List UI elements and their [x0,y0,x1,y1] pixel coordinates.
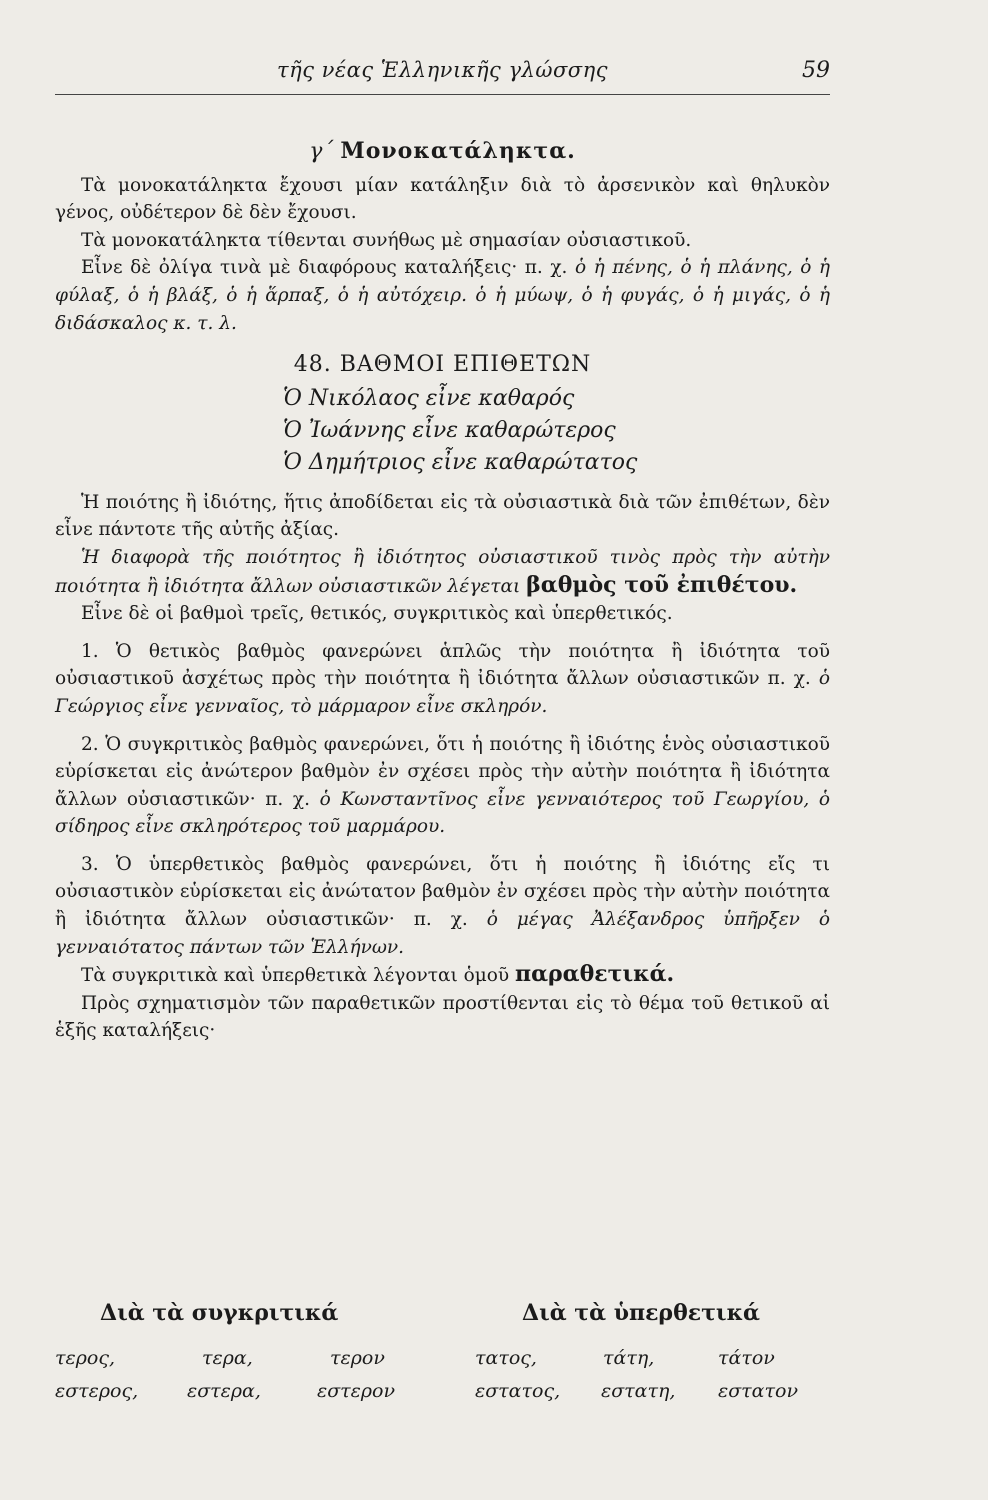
paragraph-monokatalikta-examples [55,254,830,337]
paragraph-quality: Ἡ ποιότης ἢ ἰδιότης, ἥτις ἀποδίδεται εἰς τὰ οὐσιαστικὰ διὰ τῶν ἐπιθέτων, δὲν εἶνε πάντοτε τῆς αὐτῆς ἀξίας. [55,491,830,541]
comp-ending-fem-1: τερα, [202,1347,253,1369]
item2-text: 2. Ὁ συγκριτικὸς βαθμὸς φανερώνει, ὅτι ἡ ποιότης ἢ ἰδιότης ἑνὸς οὐσιαστικοῦ εὑρίσκεται εἰς ἀνώτερον βαθμὸν ἐν σχέσει πρὸς τὴν αὐτὴν ποιότητα ἢ ἰδιότητα ἄλλων οὐσιαστικῶν· π. χ. [55,733,830,810]
item2-example: ὁ Κωνσταντῖνος εἶνε γενναιότερος τοῦ Γεωργίου, ὁ σίδηρος εἶνε σκληρότερος τοῦ μαρμάρου. [55,788,830,838]
superlative-header: Διὰ τὰ ὑπερθετικά [522,1300,760,1326]
term-parathetika: παραθετικά. [515,961,675,988]
comp-ending-neut-2: εστερον [317,1380,396,1402]
sup-ending-fem-2: εστατη, [601,1380,676,1402]
definition-lead: Ἡ διαφορὰ τῆς ποιότητος ἢ ἰδιότητος οὐσιαστικοῦ τινὸς πρὸς τὴν αὐτὴν ποιότητα ἢ ἰδιότητα ἄλλων οὐσιαστικῶν λέγεται [55,546,830,597]
item-superlative-degree [55,851,830,961]
section-heading-48: 48. ΒΑΘΜΟΙ ΕΠΙΘΕΤΩΝ [293,352,592,378]
comparative-header: Διὰ τὰ συγκριτικά [100,1300,339,1326]
item3-text: 3. Ὁ ὑπερθετικὸς βαθμὸς φανερώνει, ὅτι ἡ ποιότης ἢ ἰδιότης εἴς τι οὐσιαστικὸν εὑρίσκεται εἰς ἀνώτατον βαθμὸν ἐν σχέσει πρὸς τὴν αὐτὴν ποιότητα ἢ ἰδιότητα ἄλλων οὐσιαστικῶν· π. χ. [55,853,830,931]
sup-ending-fem-1: τάτη, [603,1347,655,1369]
examples-lead: Εἶνε δὲ ὀλίγα τινὰ μὲ διαφόρους καταλήξεις· π. χ. [81,257,575,279]
paragraph-monokatalikta-usage: Τὰ μονοκατάληκτα τίθενται συνήθως μὲ σημασίαν οὐσιαστικοῦ. [81,229,692,251]
page-number: 59 [802,58,830,83]
item1-example: ὁ Γεώργιος εἶνε γενναῖος, τὸ μάρμαρον εἶνε σκληρόν. [55,668,830,717]
sup-ending-neut-2: εστατον [718,1380,799,1402]
paragraph-endings-intro: Πρὸς σχηματισμὸν τῶν παραθετικῶν προστίθενται εἰς τὸ θέμα τοῦ θετικοῦ αἱ ἑξῆς καταλήξεις· [55,992,830,1042]
comp-ending-masc-1: τερος, [55,1347,115,1369]
item-comparative-degree [55,731,830,841]
example-comparative: Ὁ Ἰωάννης εἶνε καθαρώτερος [283,417,616,443]
example-positive: Ὁ Νικόλαος εἶνε καθαρός [283,385,575,411]
comp-ending-masc-2: εστερος, [55,1380,139,1402]
example-superlative: Ὁ Δημήτριος εἶνε καθαρώτατος [283,449,638,475]
item1-text: 1. Ὁ θετικὸς βαθμὸς φανερώνει ἁπλῶς τὴν ποιότητα ἢ ἰδιότητα τοῦ οὐσιαστικοῦ ἀσχέτως πρὸς τὴν ποιότητα ἢ ἰδιότητα ἄλλων οὐσιαστικῶν π. χ. [55,640,830,690]
section-title [55,138,830,166]
comp-ending-neut-1: τερον [330,1347,385,1369]
paragraph-monokatalikta-definition: Τὰ μονοκατάληκτα ἔχουσι μίαν κατάληξιν διὰ τὸ ἀρσενικὸν καὶ θηλυκὸν γένος, οὐδέτερον δὲ δὲν ἔχουσι. [55,174,830,224]
parathetika-lead: Τὰ συγκριτικὰ καὶ ὑπερθετικὰ λέγονται ὁμοῦ [81,965,516,987]
page-header [55,58,830,95]
paragraph-parathetika [55,961,830,990]
comp-ending-fem-2: εστερα, [187,1380,261,1402]
section-number: γ΄ [309,139,334,164]
sup-ending-masc-2: εστατος, [475,1380,561,1402]
sup-ending-neut-1: τάτον [718,1347,775,1369]
degree-examples [283,383,830,479]
page-body [55,138,830,1045]
sup-ending-masc-1: τατος, [475,1347,537,1369]
term-bathmos: βαθμὸς τοῦ ἐπιθέτου. [526,571,798,598]
item-positive-degree [55,638,830,721]
running-title: τῆς νέας Ἑλληνικῆς γλώσσης [277,58,608,82]
paragraph-three-degrees: Εἶνε δὲ οἱ βαθμοὶ τρεῖς, θετικός, συγκριτικὸς καὶ ὑπερθετικός. [81,603,673,625]
item3-example: ὁ μέγας Ἀλέξανδρος ὑπῆρξεν ὁ γενναιότατος πάντων τῶν Ἑλλήνων. [55,909,830,958]
paragraph-degree-definition [55,544,830,600]
examples-list: ὁ ἡ πένης, ὁ ἡ πλάνης, ὁ ἡ φύλαξ, ὁ ἡ βλάξ, ὁ ἡ ἅρπαξ, ὁ ἡ αὐτόχειρ. ὁ ἡ μύωψ, ὁ ἡ φυγάς, ὁ ἡ μιγάς, ὁ ἡ διδάσκαλος κ. τ. λ. [55,257,831,334]
section-title-text: Μονοκατάληκτα. [340,138,576,164]
